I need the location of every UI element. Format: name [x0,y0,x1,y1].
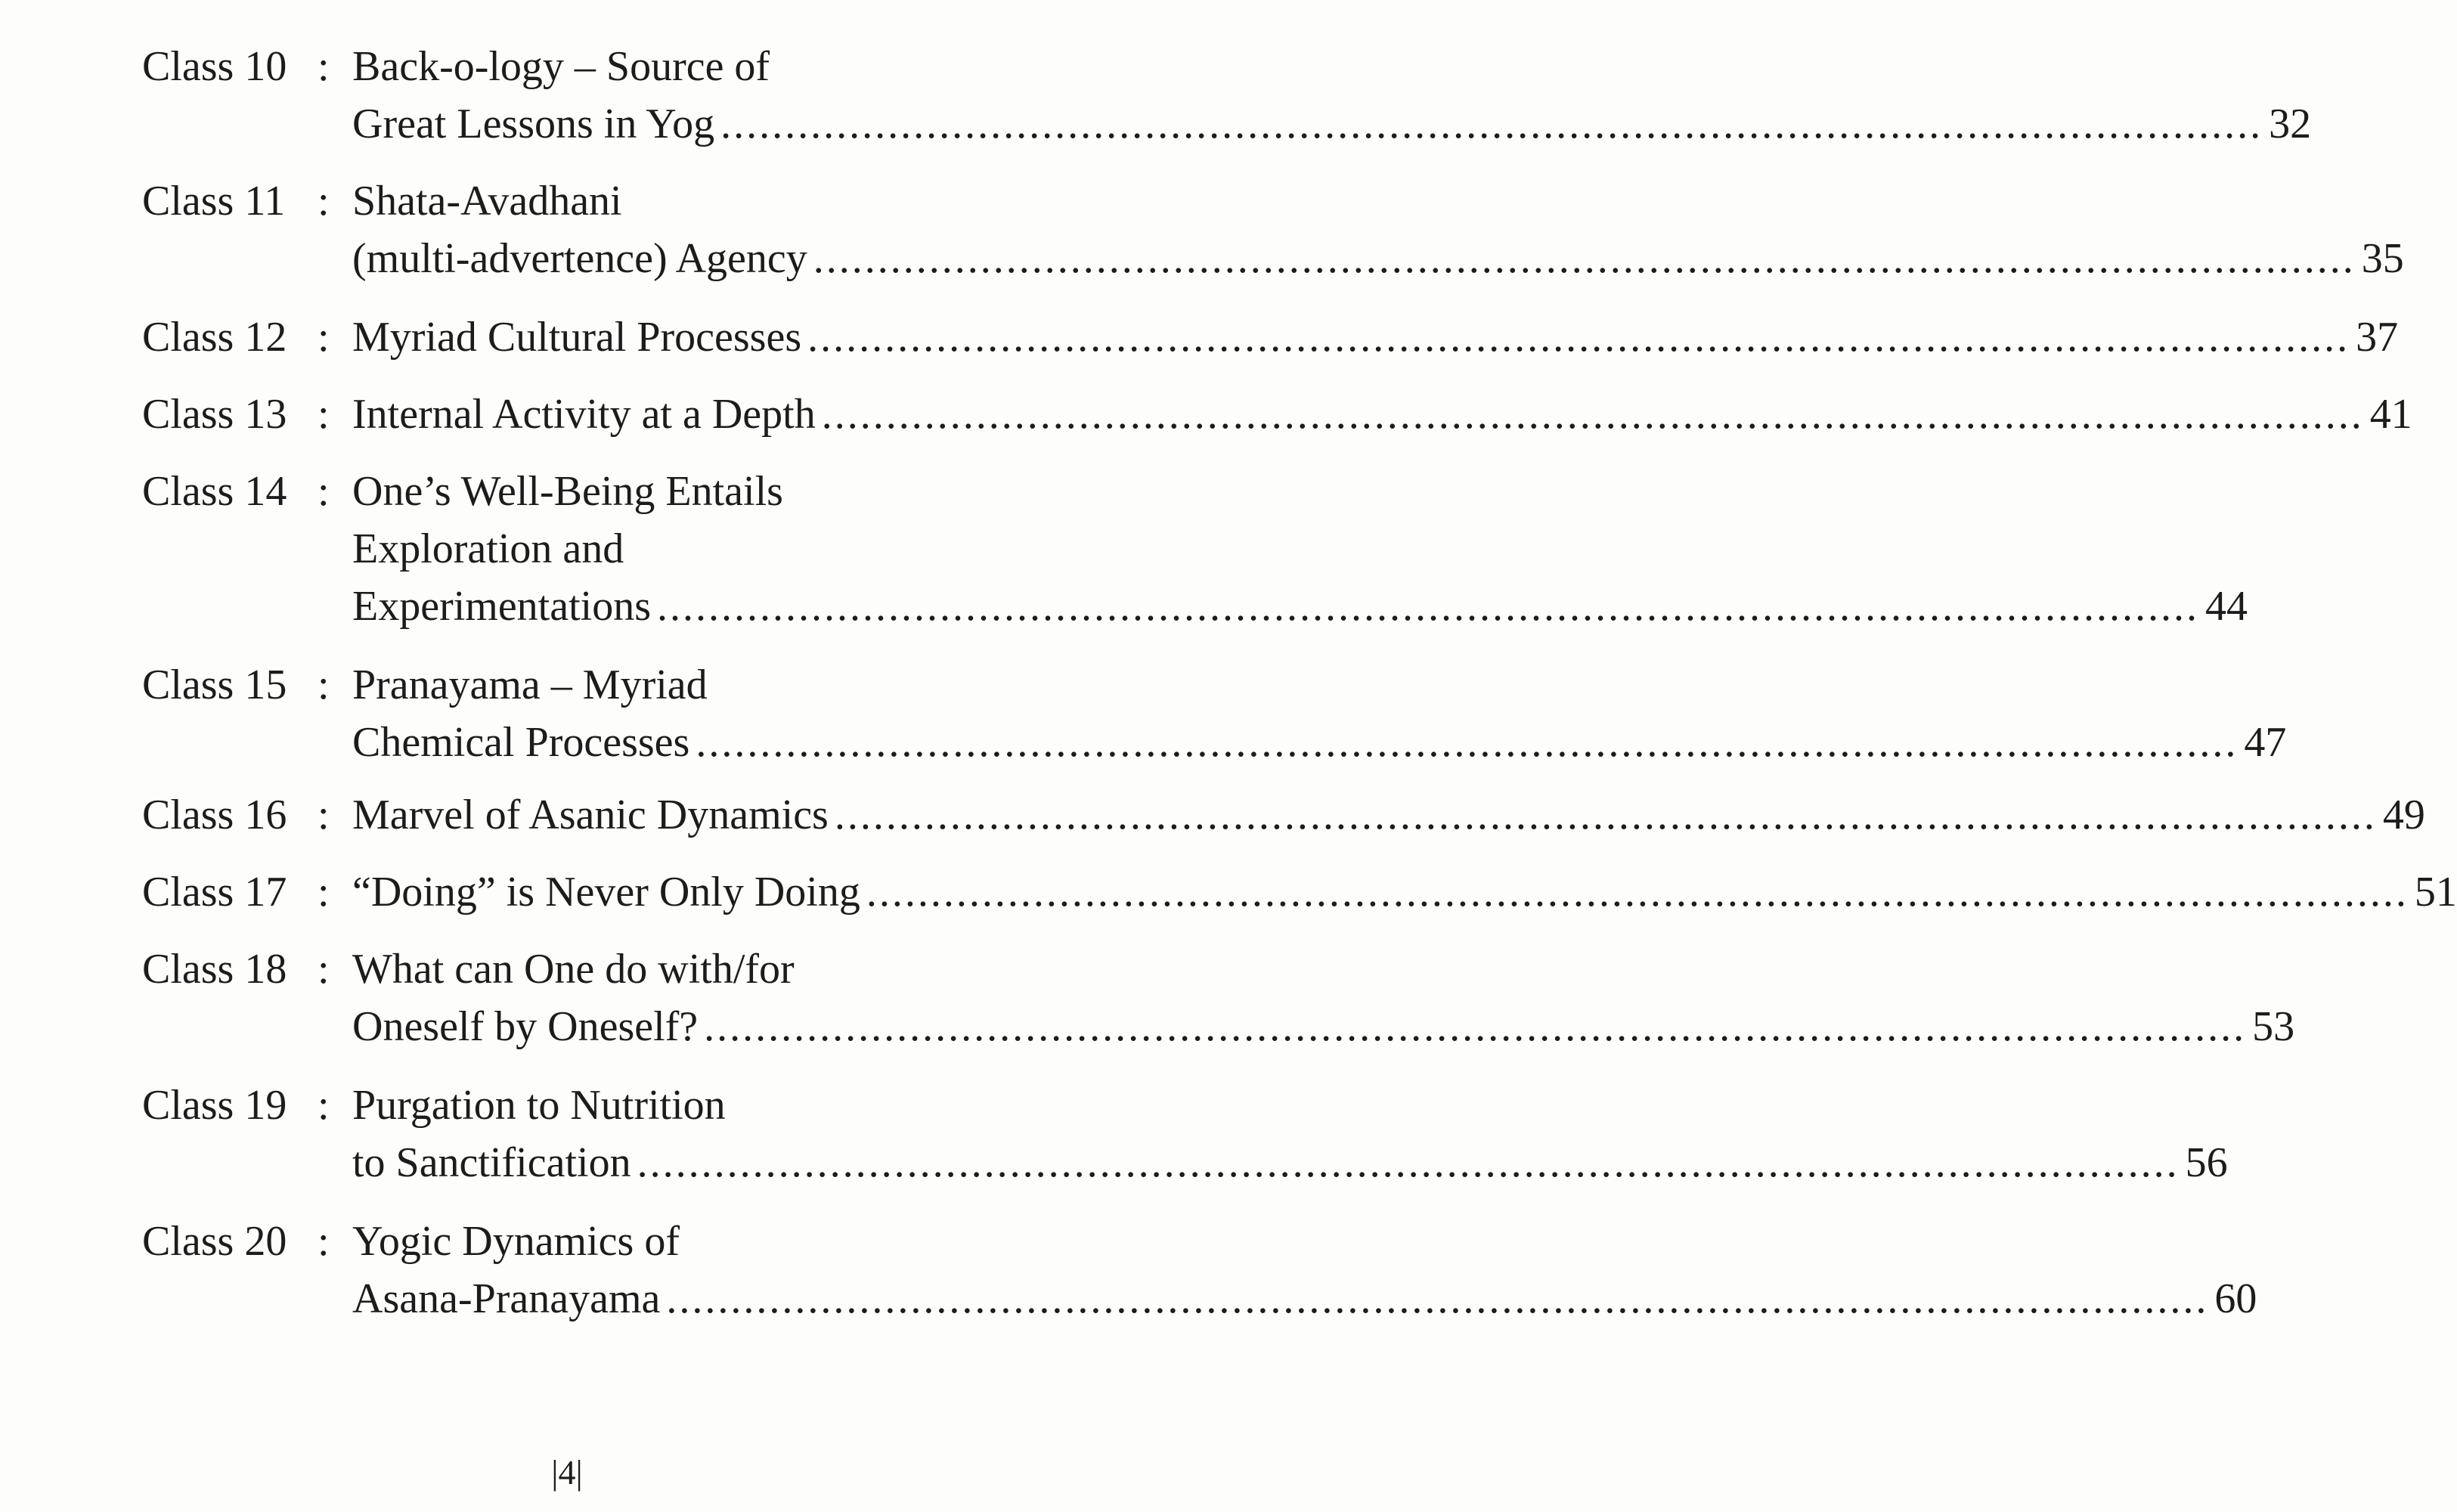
dot-leader: ........................................................................................................................ [813,235,2356,282]
title-text: Asana-Pranayama [352,1275,661,1322]
title-text: Internal Activity at a Depth [352,391,816,438]
title-text: Marvel of Asanic Dynamics [352,792,829,838]
title-line-final [352,386,2412,443]
separator-colon: : [318,43,330,90]
title-line-final [352,786,2425,844]
entry-title [352,386,2412,443]
page-ref: 49 [2382,792,2425,838]
class-label: Class 16 [142,792,287,838]
dot-leader: ........................................................................................................................ [821,391,2364,438]
title-line: Exploration and [352,525,624,572]
title-line-final [352,308,2399,366]
page-ref: 37 [2356,314,2399,361]
separator-colon: : [318,946,330,993]
title-text: Oneself by Oneself? [352,1003,699,1050]
class-label: Class 19 [142,1082,287,1129]
entry-title [352,172,2404,287]
title-text: Great Lessons in Yog [352,101,715,147]
separator-colon: : [318,1218,330,1265]
class-label: Class 20 [142,1218,287,1265]
class-label: Class 13 [142,391,287,438]
entry-title [352,308,2399,366]
dot-leader: ........................................................................................................................ [807,314,2350,361]
title-line-final [352,230,2404,287]
title-line: Shata-Avadhani [352,178,622,225]
separator-colon: : [318,468,330,515]
title-line-final [352,863,2457,921]
title-line-final [352,998,2295,1055]
separator-colon: : [318,178,330,225]
separator-colon: : [318,391,330,438]
title-line-final [352,578,2248,635]
title-line: Back-o-logy – Source of [352,43,770,90]
page-number: |4| [551,1453,583,1492]
class-label: Class 11 [142,178,286,225]
title-text: Myriad Cultural Processes [352,314,802,361]
dot-leader: ........................................................................................................................ [696,719,2239,766]
title-text: to Sanctification [352,1139,631,1186]
dot-leader: ........................................................................................................................ [704,1003,2247,1050]
title-line-final [352,1270,2257,1328]
entry-title [352,940,2295,1055]
class-label: Class 10 [142,43,287,90]
title-text: Experimentations [352,583,652,630]
title-line-final [352,1134,2228,1191]
entry-title [352,463,2248,635]
page-ref: 35 [2361,235,2404,282]
dot-leader: ........................................................................................................................ [834,792,2377,838]
entry-title [352,1213,2257,1328]
title-line: Pranayama – Myriad [352,662,708,708]
separator-colon: : [318,869,330,916]
dot-leader: ........................................................................................................................ [666,1275,2209,1322]
class-label: Class 14 [142,468,287,515]
separator-colon: : [318,662,330,708]
title-line: One’s Well-Being Entails [352,468,783,515]
title-line-final [352,714,2287,771]
title-line: Yogic Dynamics of [352,1218,680,1265]
class-label: Class 15 [142,662,287,708]
title-text: (multi-advertence) Agency [352,235,807,282]
separator-colon: : [318,792,330,838]
separator-colon: : [318,1082,330,1129]
entry-title [352,38,2312,153]
title-line: What can One do with/for [352,946,795,993]
separator-colon: : [318,314,330,361]
class-label: Class 17 [142,869,287,916]
dot-leader: ........................................................................................................................ [866,869,2409,916]
title-text: Chemical Processes [352,719,690,766]
entry-title [352,786,2425,844]
page-ref: 44 [2205,583,2248,630]
dot-leader: ........................................................................................................................ [637,1139,2180,1186]
page-ref: 47 [2244,719,2287,766]
entry-title [352,1077,2228,1191]
entry-title [352,863,2457,921]
title-line: Purgation to Nutrition [352,1082,726,1129]
page-ref: 51 [2414,869,2457,916]
title-line-final [352,95,2312,153]
page-ref: 53 [2252,1003,2295,1050]
class-label: Class 18 [142,946,287,993]
class-label: Class 12 [142,314,287,361]
dot-leader: ........................................................................................................................ [720,101,2263,147]
page-ref: 60 [2214,1275,2257,1322]
page-ref: 32 [2269,101,2312,147]
page-ref: 56 [2185,1139,2228,1186]
dot-leader: ........................................................................................................................ [657,583,2200,630]
page-ref: 41 [2369,391,2412,438]
entry-title [352,656,2287,771]
title-text: “Doing” is Never Only Doing [352,869,860,916]
